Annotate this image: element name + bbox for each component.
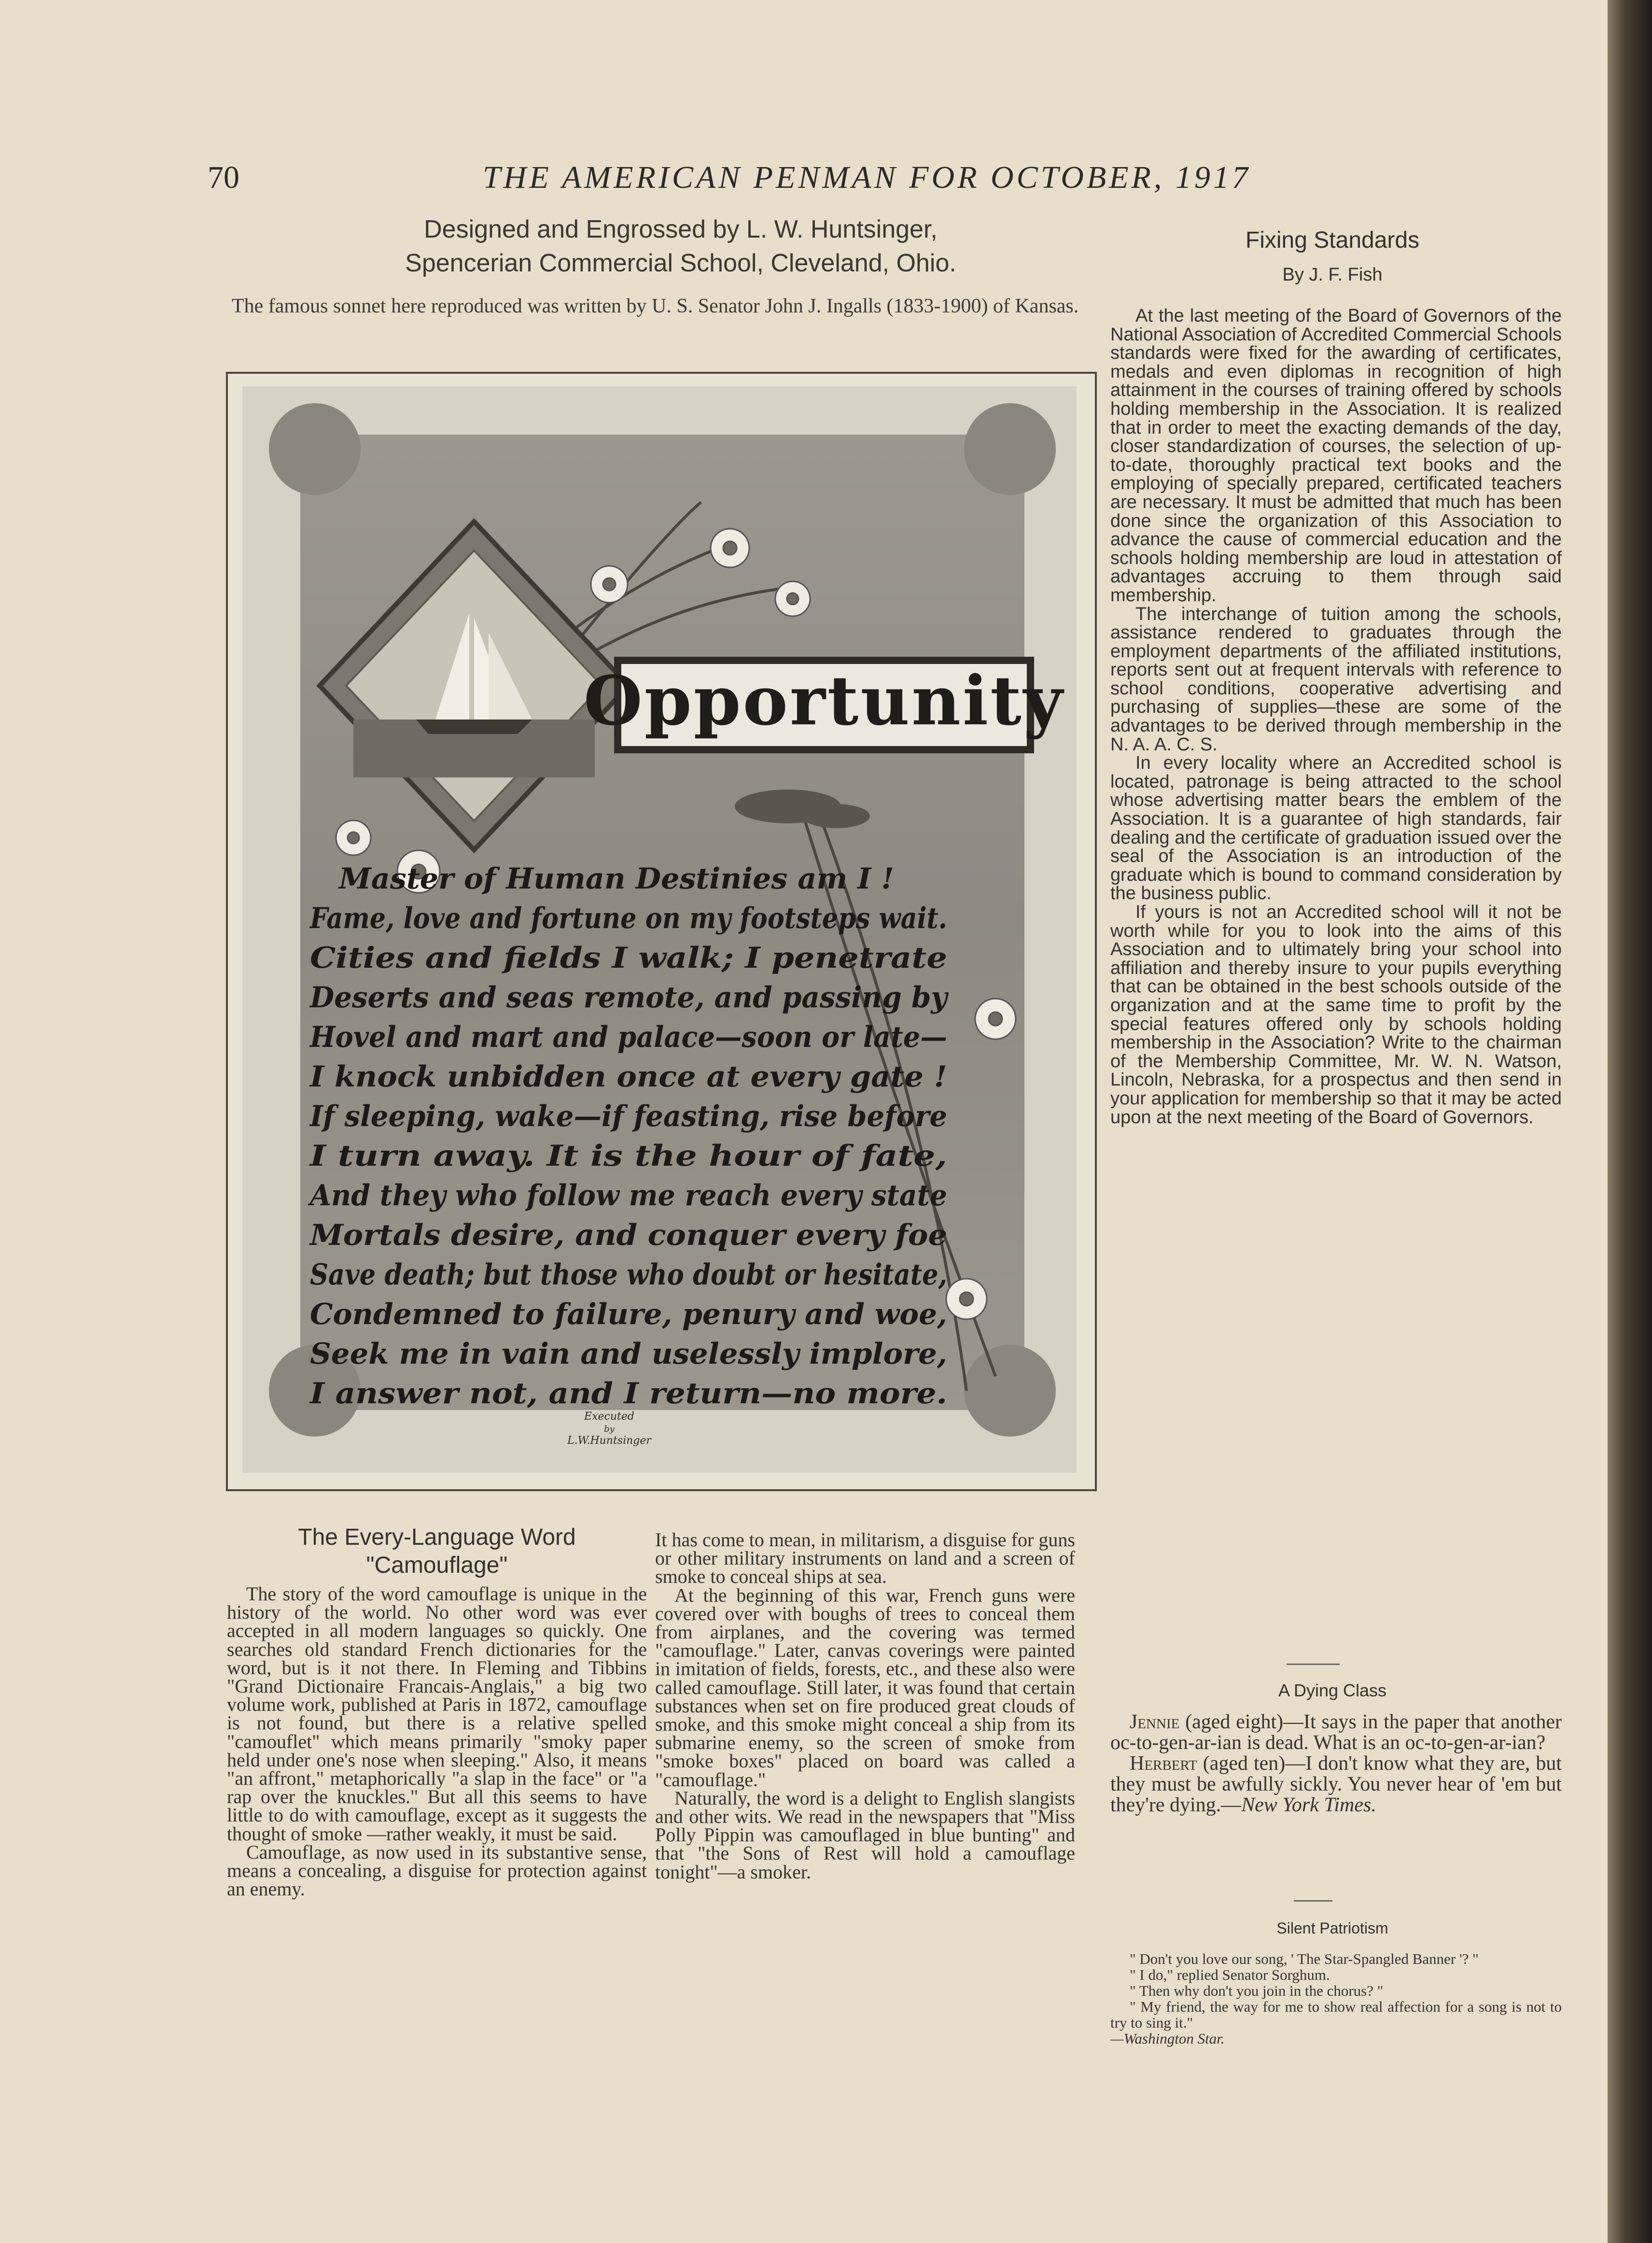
poem-line: Master of Human Destinies am I !: [337, 862, 895, 896]
section-divider: [1287, 1664, 1340, 1665]
paragraph: Camouflage, as now used in its substantive sense, means a concealing, a disguise for protection against an enemy.: [227, 1841, 647, 1900]
page-number: 70: [208, 160, 239, 195]
section-divider: [1294, 1900, 1332, 1902]
opportunity-heading-banner: [584, 657, 1064, 753]
paragraph: If yours is not an Accredited school will it not be worth while for you to look into the aims of this Association and to ultimately bring your school into affiliation and thereby insure to your pupils everything that can be obtained in the best schools outside of the organization and at the same time to profit by the special features offered only by schools holding membership in the Association? Write to the chairman of the Membership Committee, Mr. W. N. Watson, Lincoln, Nebraska, for a prospectus and then send in your application for membership so that it may be acted upon at the next meeting of the Board of Governors.: [1110, 902, 1562, 1128]
poem-line: I turn away. It is the hour of fate,: [308, 1139, 947, 1173]
poem-line: Fame, love and fortune on my footsteps wait.: [309, 902, 948, 935]
svg-text:Executed: Executed: [584, 1411, 634, 1423]
article-body-camouflage-right: [655, 1531, 1075, 1881]
poem-line: I knock unbidden once at every gate !: [308, 1060, 948, 1094]
dialogue-line: Herbert (aged ten)—I don't know what they are, but they must be awfully sickly. You never hear of 'em but they're dying.—New York Times.: [1110, 1752, 1562, 1816]
paragraph: It has come to mean, in militarism, a disguise for guns or other military instruments on land and a screen of smoke to conceal ships at sea.: [655, 1529, 1075, 1588]
credit-line-2: Spencerian Commercial School, Cleveland, Ohio.: [405, 249, 956, 277]
book-spine: [1608, 0, 1652, 2243]
article-body-dying-class: [1110, 1712, 1562, 1816]
poem-line: Seek me in vain and uselessly implore,: [310, 1337, 947, 1371]
dialogue-line: " I do," replied Senator Sorghum.: [1130, 1966, 1330, 1983]
dialogue-line: " My friend, the way for me to show real affection for a song is not to try to sing it.": [1110, 1998, 1562, 2031]
paragraph: The interchange of tuition among the schools, assistance rendered to graduates through the employment departments of the affiliated institutions, reports sent out at frequent intervals with reference to school conditions, cooperative advertising and purchasing of supplies—these are some of the advantages to be derived through membership in the N. A. A. C. S.: [1110, 604, 1562, 755]
article-title-fixing-standards: Fixing Standards: [1245, 227, 1420, 253]
svg-text:L.W.Huntsinger: L.W.Huntsinger: [567, 1435, 651, 1447]
dialogue-line: Jennie (aged eight)—It says in the paper that another oc-to-gen-ar-ian is dead. What is an oc-to-gen-ar-ian?: [1110, 1711, 1562, 1754]
paragraph: At the beginning of this war, French guns were covered over with boughs of trees to conceal them from airplanes, and the covering was termed "camouflage." Later, canvas coverings were painted in imitation of fields, forests, etc., and these also were called camouflage. Still later, it was found that certain substances when set on fire produced great clouds of smoke, and this smoke might conceal a ship from its submarine enemy, so the screen of smoke from "smoke boxes" placed on board was called a "camouflage.": [655, 1584, 1075, 1791]
poem-line: I answer not, and I return—no more.: [308, 1377, 947, 1411]
credit-line-1: Designed and Engrossed by L. W. Huntsinger,: [424, 215, 938, 243]
opportunity-heading: Opportunity: [583, 662, 1065, 741]
article-title-silent-patriotism: Silent Patriotism: [1276, 1919, 1388, 1937]
source-credit: —Washington Star.: [1110, 2030, 1225, 2047]
svg-text:by: by: [604, 1424, 615, 1434]
poem-line: Save death; but those who doubt or hesitate,: [310, 1258, 947, 1292]
engraving-image: [242, 386, 1077, 1473]
article-body-fixing-standards: [1110, 307, 1562, 1127]
poem-line: Cities and fields I walk; I penetrate: [310, 941, 948, 975]
article-body-silent-patriotism: [1110, 1951, 1562, 2046]
dialogue-line: " Then why don't you join in the chorus? ": [1130, 1982, 1384, 1999]
engraving-credit: [270, 212, 1091, 280]
paragraph: At the last meeting of the Board of Governors of the National Association of Accredited Commercial Schools standards were fixed for the awarding of certificates, medals and even diplomas in recognition of high attainment in the courses of training offered by schools holding membership in the Association. It is realized that in order to meet the exacting demands of the day, closer standardization of courses, the selection of up-to-date, thoroughly practical text books and the employing of specially prepared, certificated teachers are necessary. It must be admitted that much has been done since the organization of this Association to advance the cause of commercial education and the schools holding membership are loud in attestation of advantages accruing to them through said membership.: [1110, 306, 1562, 606]
poem-line: Deserts and seas remote, and passing by: [309, 981, 949, 1015]
running-title: THE AMERICAN PENMAN FOR OCTOBER, 1917: [483, 160, 1251, 195]
paragraph: Naturally, the word is a delight to English slangists and other wits. We read in the newspapers that "Miss Polly Pippin was camouflaged in blue bunting" and that "the Sons of Rest will hold a camouflage tonight"—a smoker.: [655, 1787, 1075, 1883]
article-author: By J. F. Fish: [1282, 265, 1383, 285]
poem-line: Hovel and mart and palace—soon or late—: [309, 1020, 948, 1054]
engraving-note: The famous sonnet here reproduced was written by U. S. Senator John J. Ingalls (1833-1900) of Kansas.: [232, 295, 1079, 317]
article-title-dying-class: A Dying Class: [1278, 1680, 1387, 1700]
poem-line: Condemned to failure, penury and woe,: [310, 1298, 947, 1331]
article-body-camouflage-left: [227, 1585, 647, 1898]
poem-line: If sleeping, wake—if feasting, rise before: [309, 1100, 947, 1133]
dialogue-line: " Don't you love our song, ' The Star-Spangled Banner '? ": [1130, 1950, 1479, 1967]
article-title-camouflage: The Every-Language Word "Camouflage": [298, 1524, 576, 1578]
poem-line: Mortals desire, and conquer every foe: [308, 1218, 947, 1252]
paragraph: The story of the word camouflage is unique in the history of the world. No other word was ever accepted in all modern languages so quickly. One searches old standard French dictionaries for the word, but is it not there. In Fleming and Tibbins "Grand Dictionaire Francais-Anglais," a big two volume work, published at Paris in 1872, camouflage is not found, but there is a relative spelled "camouflet" which means primarily "smoky paper held under one's nose when sleeping." Also, it means "an affront," metaphorically "a slap in the face" or "a rap over the knuckles." But all this seems to have little to do with camouflage, except as it suggests the thought of smoke —rather weakly, it must be said.: [227, 1583, 647, 1845]
poem-line: And they who follow me reach every state: [308, 1179, 947, 1213]
paragraph: In every locality where an Accredited school is located, patronage is being attracted to the school whose advertising matter bears the emblem of the Association. It is a guarantee of high standards, fair dealing and the certificate of graduation issued over the seal of the Association is an introduction of the graduate which is bound to command consideration by the business public.: [1110, 753, 1562, 904]
